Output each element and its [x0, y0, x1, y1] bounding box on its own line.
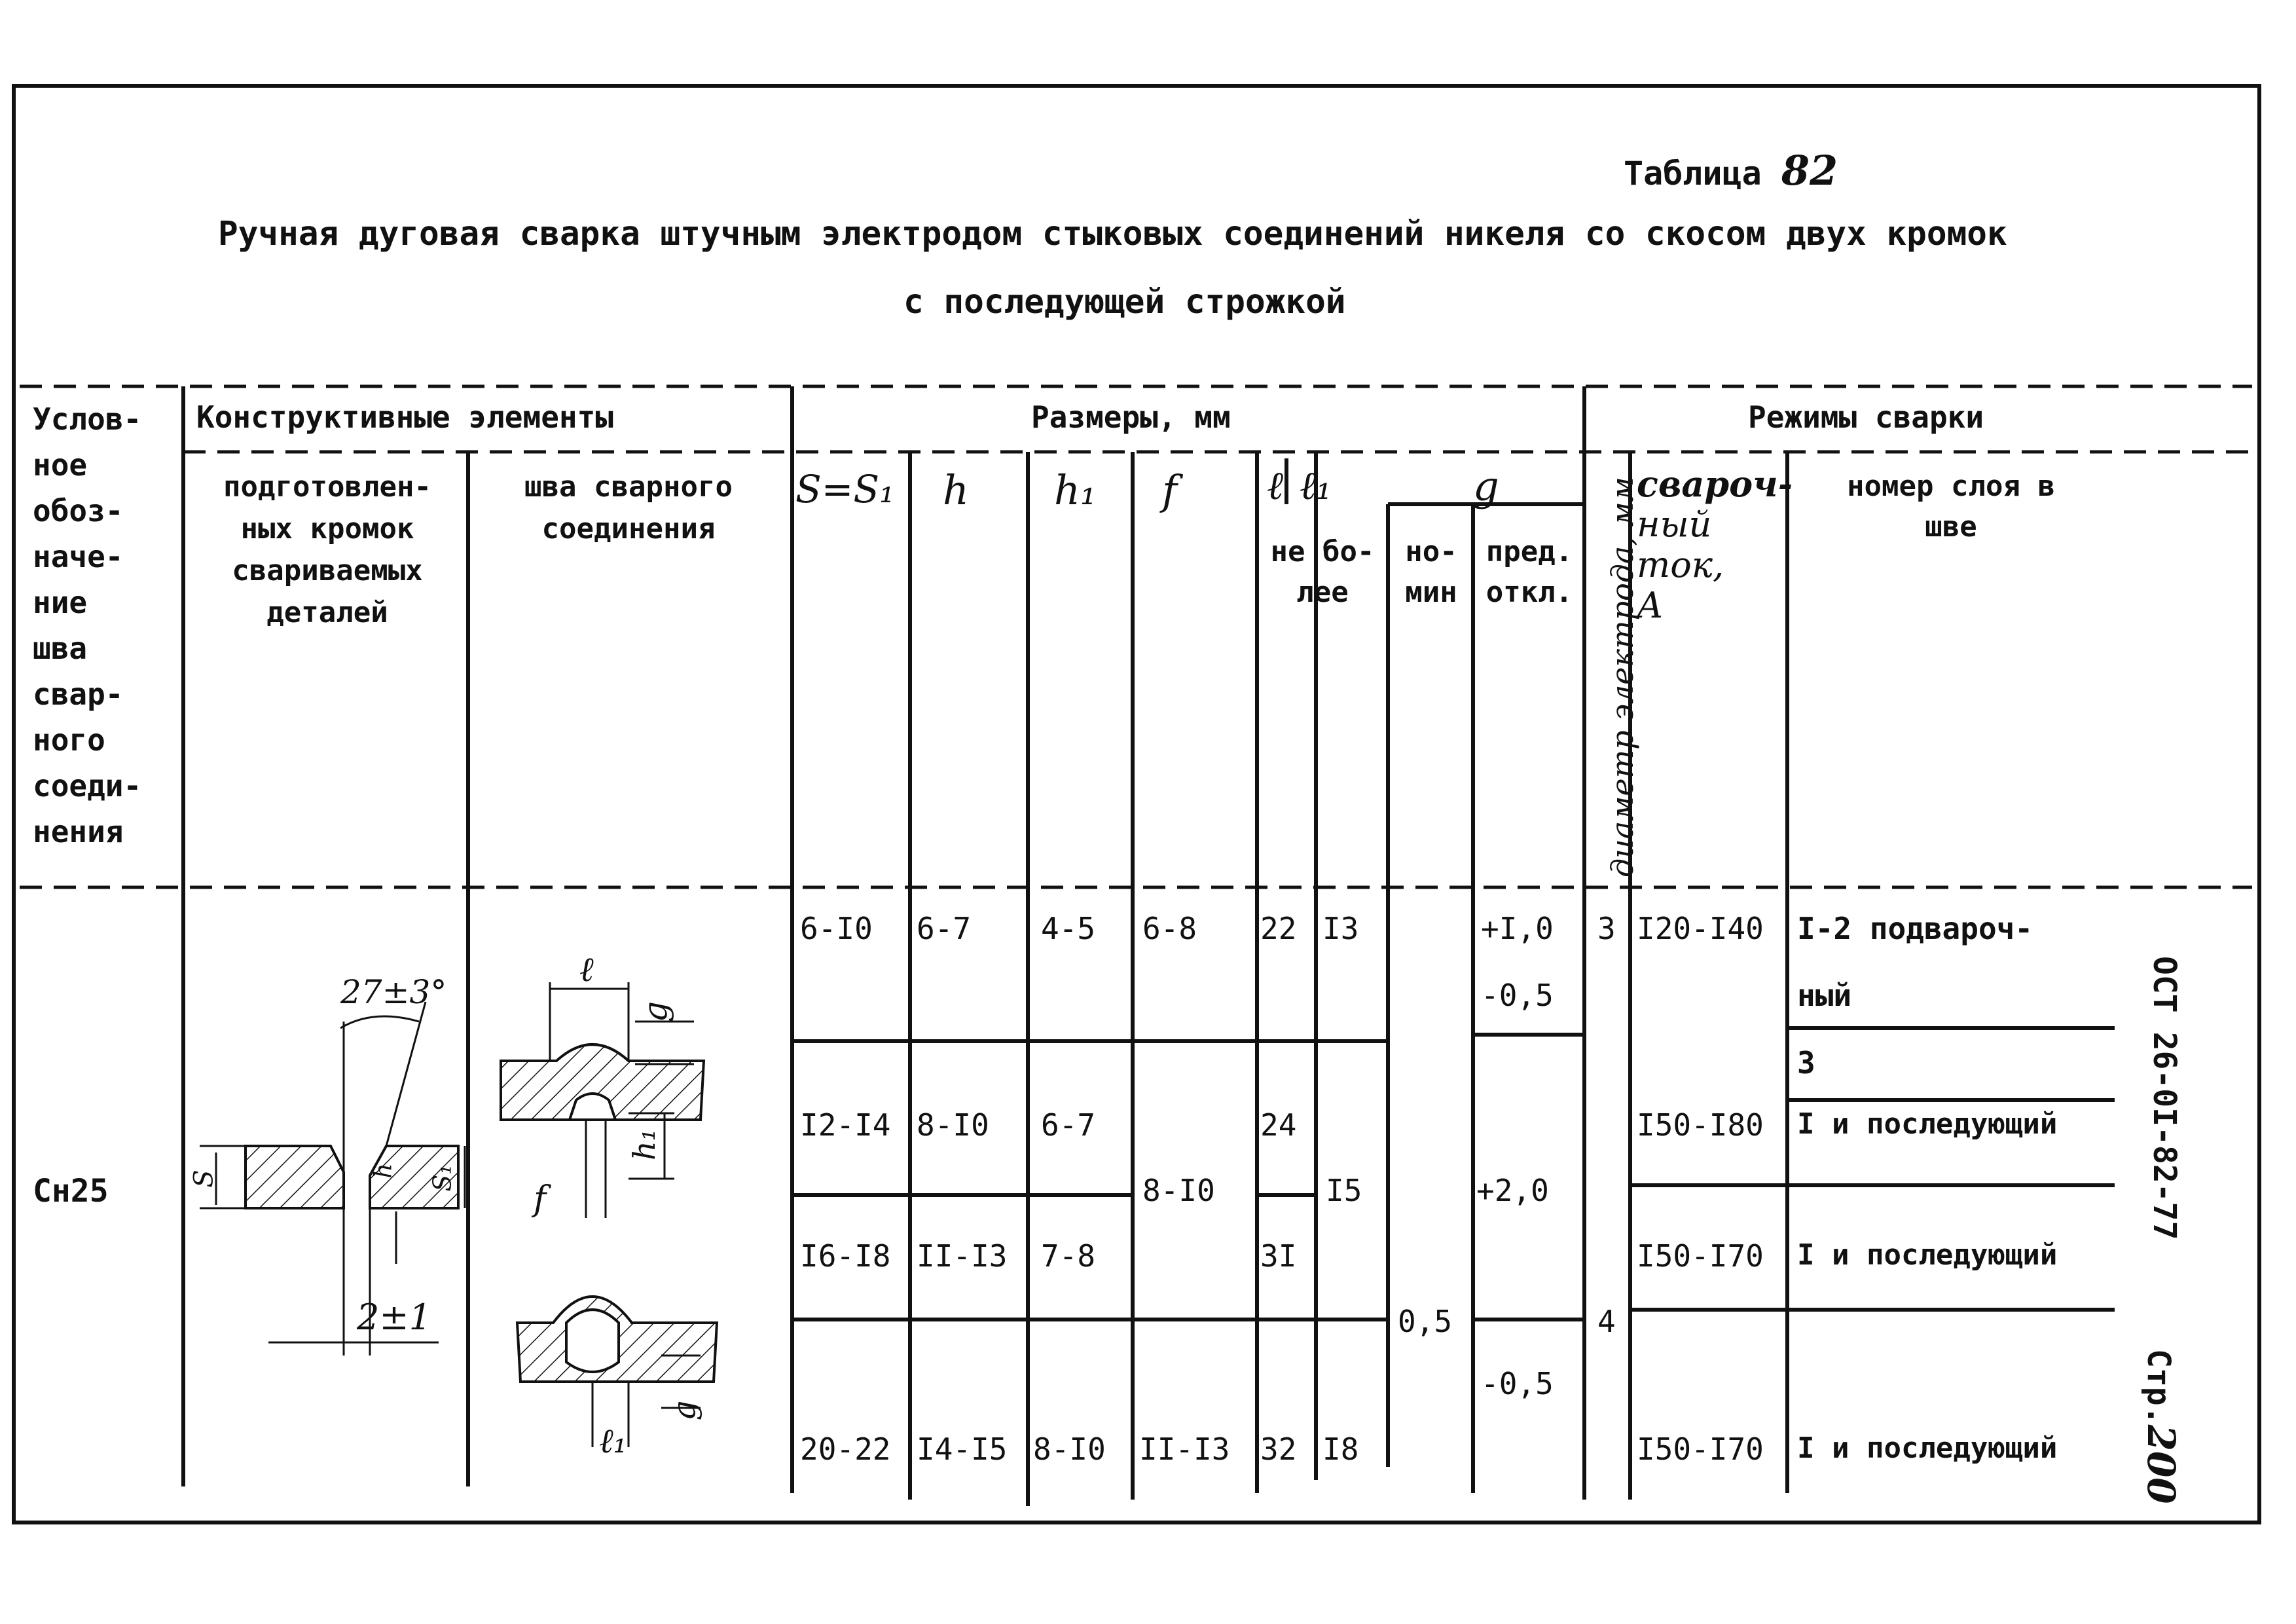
row3-f: 8-I0	[1142, 1173, 1215, 1208]
row1-layer-a: I-2 подвароч-	[1797, 911, 2033, 946]
row3-l1: I5	[1326, 1173, 1362, 1208]
row1-l: 22	[1260, 911, 1297, 946]
row4-h1: 7-8	[1041, 1238, 1096, 1274]
header-nominal: но- мин	[1405, 535, 1457, 609]
sketch-s1-label: S₁	[428, 1164, 457, 1192]
weld-g-label: g	[636, 1001, 675, 1023]
row6-h: I4-I5	[917, 1431, 1008, 1467]
header-col-l: ℓ	[1267, 463, 1283, 509]
row3-layer: I и последующий	[1797, 1107, 2058, 1141]
header-weld: шва сварного соединения	[524, 470, 733, 545]
header-regimes: Режимы сварки	[1748, 399, 1984, 435]
header-sizes: Размеры, мм	[1031, 399, 1231, 435]
row3-s: I2-I4	[800, 1107, 891, 1143]
row4-h: II-I3	[917, 1238, 1008, 1274]
row6-f: II-I3	[1139, 1431, 1230, 1467]
row1-current: I20-I40	[1637, 911, 1764, 946]
row6-s: 20-22	[800, 1431, 891, 1467]
row2-layer: 3	[1797, 1045, 1815, 1080]
row5-tol: -0,5	[1481, 1366, 1554, 1401]
header-col-h1: h₁	[1054, 466, 1097, 514]
row6-current: I50-I70	[1637, 1431, 1764, 1467]
header-col-s: S=S₁	[795, 467, 895, 511]
sketch-s-label: S	[189, 1170, 219, 1188]
weld-h1-label: h₁	[627, 1128, 663, 1161]
row6-h1: 8-I0	[1033, 1431, 1106, 1467]
row4-layer: I и последующий	[1797, 1238, 2058, 1272]
row1-diameter: 3	[1597, 911, 1616, 946]
row5-diameter: 4	[1597, 1304, 1616, 1339]
row3-current: I50-I80	[1637, 1107, 1764, 1143]
table-label: Таблица 82	[1624, 147, 1838, 194]
header-designation: Услов- ное обоз- наче- ние шва свар- ного соеди- нения	[33, 401, 142, 849]
page-number: Стр.200	[2139, 1349, 2183, 1504]
weld-l-label: ℓ	[579, 950, 594, 989]
row1-tol-minus: -0,5	[1481, 978, 1554, 1013]
row3-h1: 6-7	[1041, 1107, 1096, 1143]
row1-l1: I3	[1322, 911, 1359, 946]
row4-l: 3I	[1260, 1238, 1297, 1274]
header-tolerance: пред. откл.	[1485, 535, 1573, 609]
row1-h: 6-7	[917, 911, 972, 946]
header-diameter: диаметр электрода, мм	[1605, 477, 1640, 877]
sketch-angle-label: 27±3°	[340, 973, 447, 1011]
table-title-line2: с последующей строжкой	[903, 283, 1346, 322]
header-col-l1: ℓ₁	[1300, 463, 1332, 509]
header-col-g: g	[1473, 462, 1499, 510]
row1-layer-b: ный	[1797, 978, 1852, 1013]
header-layer: номер слоя в шве	[1847, 470, 2055, 544]
row6-layer: I и последующий	[1797, 1431, 2058, 1465]
header-col-h: h	[943, 466, 969, 514]
weld-f-label: f	[534, 1179, 547, 1219]
row1-f: 6-8	[1142, 911, 1197, 946]
row3-l: 24	[1260, 1107, 1297, 1143]
header-current: сварoч- ный ток, А	[1637, 463, 1793, 626]
row1-h1: 4-5	[1041, 911, 1096, 946]
table-title-line1: Ручная дуговая сварка штучным электродом стыковых соединений никеля со скосом двух кромок	[218, 215, 2007, 253]
row5-nominal: 0,5	[1398, 1304, 1453, 1339]
row3-tol: +2,0	[1476, 1173, 1549, 1208]
row4-s: I6-I8	[800, 1238, 891, 1274]
header-prepared-edges: подготовлен- ных кромок свариваемых деталей	[223, 470, 431, 629]
sketch-h-label: h	[370, 1163, 397, 1179]
header-col-f: f	[1162, 466, 1177, 514]
row6-l1: I8	[1322, 1431, 1359, 1467]
weld-g2-label: g	[666, 1400, 703, 1421]
row1-s: 6-I0	[800, 911, 873, 946]
row1-tol-plus: +I,0	[1481, 911, 1554, 946]
header-constructive: Конструктивные элементы	[196, 399, 613, 435]
header-not-more: не бо- лее	[1270, 535, 1375, 609]
row3-h: 8-I0	[917, 1107, 989, 1143]
weld-l1-label: ℓ₁	[599, 1422, 627, 1461]
side-code: ОСТ 26-0I-82-77	[2146, 956, 2183, 1240]
joint-designation: Сн25	[33, 1173, 109, 1209]
sketch-gap-label: 2±1	[357, 1297, 431, 1338]
row6-l: 32	[1260, 1431, 1297, 1467]
row4-current: I50-I70	[1637, 1238, 1764, 1274]
